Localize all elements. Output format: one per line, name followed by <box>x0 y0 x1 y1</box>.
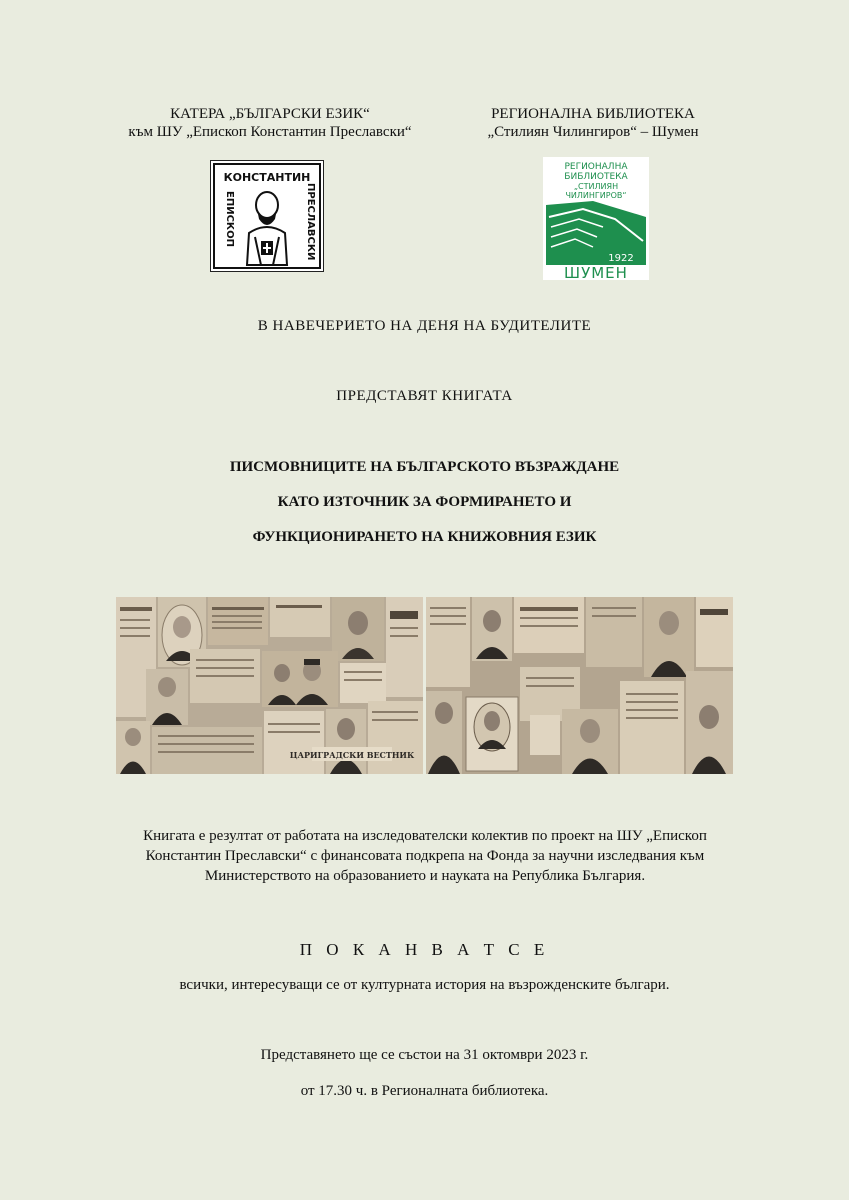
invite-audience: всички, интересуващи се от културната история на възрожденските българи. <box>179 977 670 993</box>
library-logo <box>543 157 649 280</box>
header-right <box>462 105 724 141</box>
logo-line4: ЧИЛИНГИРОВ“ <box>565 191 627 200</box>
book-title-line1: ПИСМОВНИЦИТЕ НА БЪЛГАРСКОТО ВЪЗРАЖДАНЕ <box>229 459 620 475</box>
eve-line: В НАВЕЧЕРИЕТО НА ДЕНЯ НА БУДИТЕЛИТЕ <box>257 318 592 334</box>
event-time-place: от 17.30 ч. в Регионалната библиотека. <box>300 1083 549 1099</box>
logo-line3: „СТИЛИЯН <box>573 182 619 191</box>
department-title: КАТЕРА „БЪЛГАРСКИ ЕЗИК“ <box>170 106 370 122</box>
collage-left <box>116 597 423 774</box>
header-left <box>100 105 440 141</box>
logo-line1: РЕГИОНАЛНА <box>564 162 628 172</box>
present-line: ПРЕДСТАВЯТ КНИГАТА <box>336 388 513 404</box>
logo-year: 1922 <box>608 253 634 264</box>
logo-line2: БИБЛИОТЕКА <box>564 172 628 182</box>
university-name: към ШУ „Епископ Константин Преславски“ <box>128 124 412 140</box>
university-logo <box>210 160 324 272</box>
book-title-line3: ФУНКЦИОНИРАНЕТО НА КНИЖОВНИЯ ЕЗИК <box>252 529 597 545</box>
collage-right <box>426 597 733 774</box>
book-title-line2: КАТО ИЗТОЧНИК ЗА ФОРМИРАНЕТО И <box>277 494 572 510</box>
logo-text-top: КОНСТАНТИН <box>223 171 311 184</box>
collage-caption: ЦАРИГРАДСКИ ВЕСТНИК <box>289 750 415 760</box>
project-description: Книгата е резултат от работата на изследователски колектив по проект на ШУ „Епископ Константин Преславски“ с финансовата подкрепа на Фонда за научни изследвания към Министерството на образованието и науката на Република България. <box>143 828 707 884</box>
invite-heading: П О К А Н В А Т С Е <box>299 940 550 959</box>
logo-text-right: ПРЕСЛАВСКИ <box>305 183 316 261</box>
logo-text-left: ЕПИСКОП <box>224 191 235 247</box>
logo-city: ШУМЕН <box>564 264 628 280</box>
library-name: „Стилиян Чилингиров“ – Шумен <box>487 124 699 140</box>
library-title: РЕГИОНАЛНА БИБЛИОТЕКА <box>491 106 695 122</box>
event-date: Представянето ще се състои на 31 октомври 2023 г. <box>260 1047 589 1063</box>
